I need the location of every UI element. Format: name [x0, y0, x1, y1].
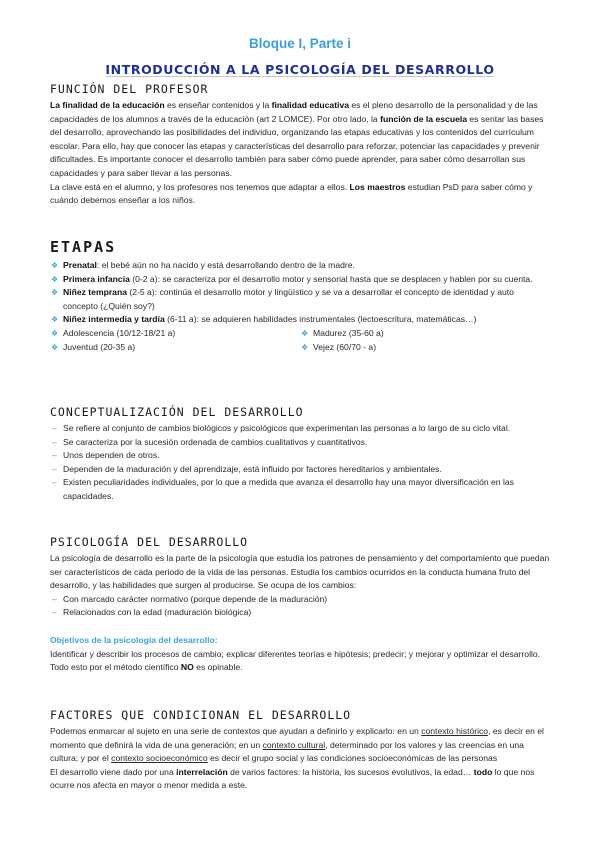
- diamond-bullet-icon: ❖: [301, 342, 309, 352]
- bold-text: función de la escuela: [380, 113, 468, 124]
- block-title: Bloque I, Parte i: [248, 36, 352, 51]
- text: (6-11 a): se adquieren habilidades instrumentales (lectoescritura, matemáticas…): [164, 314, 477, 325]
- text: Unos dependen de otros.: [63, 450, 160, 461]
- objetivos-paragraph: [50, 648, 550, 675]
- dash-bullet: –: [52, 463, 57, 474]
- underlined-text: contexto cultural: [262, 739, 326, 750]
- diamond-bullet-icon: ❖: [51, 261, 59, 270]
- section-title-etapas: ETAPAS: [50, 238, 117, 256]
- list-item: [50, 436, 550, 450]
- section-title-psicologia: PSICOLOGÍA DEL DESARROLLO: [50, 535, 249, 549]
- section-title-conceptualizacion: CONCEPTUALIZACIÓN DEL DESARROLLO: [50, 405, 304, 419]
- bold-text: Los maestros: [349, 181, 406, 192]
- text: (2-5 a): continúa el desarrollo motor y lingüístico y se va a desarrollar el concepto de identidad y auto concepto (¿Quién soy?): [63, 287, 514, 311]
- bold-text: todo: [473, 766, 493, 777]
- text: es el pleno desarrollo de la personalidad y de las capacidades de los alumnos a través de la educación (art 2 LOMCE). Por otro lado, la: [50, 100, 538, 124]
- objetivos-title: Objetivos de la psicología del desarrollo:: [50, 634, 218, 645]
- list-item: [50, 259, 550, 273]
- factores-paragraph-2: [50, 766, 550, 793]
- dash-bullet: –: [52, 593, 57, 604]
- text: Con marcado carácter normativo (porque depende de la maduración): [63, 593, 328, 604]
- list-item: [50, 341, 300, 355]
- text: Podemos enmarcar al sujeto en una serie de contextos que ayudan a definirlo y explicarlo: en un: [50, 726, 422, 736]
- text: La clave está en el alumno, y los profesores nos tenemos que adaptar a ellos.: [50, 181, 350, 192]
- section-title-funcion: FUNCIÓN DEL PROFESOR: [50, 82, 209, 96]
- conceptualizacion-list: [50, 422, 550, 504]
- psicologia-paragraph: La psicología de desarrollo es la parte de la psicología que estudia los patrones de pensamiento y del comportamiento que puedan ser característicos de cada periodo de la vida de las personas. Estudia los cambios ocurridos en la conducta humana fruto del desarrollo, y las habilidades que surgen al producirse. Se ocupa de los cambios:: [50, 553, 550, 591]
- diamond-bullet-icon: ❖: [51, 315, 59, 325]
- etapas-left-column: [50, 327, 300, 354]
- text: , determinado por los valores y las creencias en una cultura; y por el: [50, 739, 524, 764]
- diamond-bullet-icon: ❖: [51, 274, 59, 284]
- section-etapas: [50, 238, 550, 354]
- list-item: [50, 313, 550, 327]
- factores-paragraph-1: [50, 725, 550, 766]
- section-conceptualizacion: [50, 405, 550, 504]
- section-funcion: [50, 82, 550, 208]
- dash-bullet: –: [52, 607, 57, 618]
- text: Relacionados con la edad (maduración biológica): [63, 607, 252, 618]
- funcion-paragraph-2: [50, 181, 550, 208]
- text: lo que nos ocurre nos afecta en mayor o menor medida a este.: [50, 766, 535, 791]
- bold-text: NO: [180, 662, 194, 673]
- dash-bullet: –: [52, 436, 57, 447]
- etapas-list: [50, 259, 550, 327]
- list-item: [50, 463, 550, 477]
- underlined-text: contexto socioeconómico: [111, 753, 208, 764]
- list-item: [50, 476, 550, 503]
- etapas-right-column: [300, 327, 550, 354]
- bold-text: La finalidad de la educación: [50, 100, 165, 110]
- text: El desarrollo viene dado por una: [50, 766, 177, 777]
- section-title-factores: FACTORES QUE CONDICIONAN EL DESARROLLO: [50, 708, 352, 722]
- text: estudian PsD para saber cómo y cuándo debemos enseñar a los niños.: [50, 181, 533, 206]
- text: (0-2 a): se caracteriza por el desarrollo motor y sensorial hasta que se desplacen y hablen por su cuenta.: [129, 273, 533, 284]
- list-item: [50, 327, 300, 341]
- text: Juventud (20-35 a): [63, 341, 136, 352]
- text: Se refiere al conjunto de cambios biológicos y psicológicos que experimentan las personas a lo largo de su ciclo vital.: [63, 423, 511, 433]
- bold-text: interrelación: [176, 766, 228, 777]
- text: Existen peculiaridades individuales, por lo que a medida que avanza el desarrollo hay una mayor diversificación en las capacidades.: [63, 477, 514, 501]
- list-item: [300, 327, 550, 341]
- section-psicologia: [50, 535, 550, 675]
- dash-bullet: –: [52, 423, 57, 433]
- underlined-text: contexto histórico: [421, 726, 489, 736]
- psicologia-list: [50, 593, 550, 620]
- text: Se caracteriza por la sucesión ordenada de cambios cualitativos y cuantitativos.: [63, 436, 368, 447]
- text: , es decir en el momento que definirá la vida de una generación; en un: [50, 726, 544, 750]
- section-factores: [50, 708, 550, 793]
- text: Dependen de la maduración y del aprendizaje, está influido por factores hereditarios y ambientales.: [63, 463, 442, 474]
- list-item: [50, 286, 550, 313]
- dash-bullet: –: [52, 450, 57, 461]
- list-item: [50, 593, 550, 607]
- main-title: INTRODUCCIÓN A LA PSICOLOGÍA DEL DESARROLLO: [105, 62, 495, 77]
- bold-text: Primera infancia: [63, 273, 130, 284]
- text: Madurez (35-60 a): [313, 327, 384, 338]
- bold-text: Niñez intermedia y tardía: [63, 314, 165, 325]
- list-item: [50, 273, 550, 287]
- dash-bullet: –: [52, 477, 57, 488]
- list-item: [50, 449, 550, 463]
- text: de varios factores: la historia, los sucesos evolutivos, la edad…: [227, 766, 474, 777]
- diamond-bullet-icon: ❖: [51, 342, 59, 352]
- diamond-bullet-icon: ❖: [301, 328, 309, 338]
- text: es decir el grupo social y las condiciones socioeconómicas de las personas: [207, 753, 498, 764]
- text: Adolescencia (10/12-18/21 a): [63, 327, 176, 338]
- bold-text: finalidad educativa: [271, 100, 350, 110]
- text: Identificar y describir los procesos de cambio; explicar diferentes teorías e hipótesis; predecir; y mejorar y optimizar el desarrollo. Todo esto por el método científico: [50, 648, 541, 673]
- text: es enseñar contenidos y la: [164, 100, 272, 110]
- list-item: [50, 422, 550, 436]
- text: Vejez (60/70 - a): [313, 341, 377, 352]
- text: es opinable.: [193, 662, 243, 673]
- bold-text: Prenatal: [63, 260, 97, 270]
- text: : el bebé aún no ha nacido y está desarrollando dentro de la madre.: [96, 260, 355, 270]
- bold-text: Niñez temprana: [63, 287, 127, 298]
- list-item: [300, 341, 550, 355]
- list-item: [50, 606, 550, 620]
- diamond-bullet-icon: ❖: [51, 288, 59, 298]
- diamond-bullet-icon: ❖: [51, 328, 59, 338]
- etapas-two-columns: [50, 327, 550, 354]
- funcion-paragraph-1: [50, 99, 550, 181]
- text: es sentar las bases del desarrollo, aprovechando las posibilidades del individuo, organizando las etapas educativas y los contenidos del currículum escolar. Para ello, hay que conocer las etapas y características del desarrollo para reforzar, potenciar las capacidades y prevenir dificultades. Es importante conocer el desarrollo también para saber cómo puede aprender, para saber cómo desarrollan sus capacidades y para saber llevar a las personas.: [50, 113, 544, 178]
